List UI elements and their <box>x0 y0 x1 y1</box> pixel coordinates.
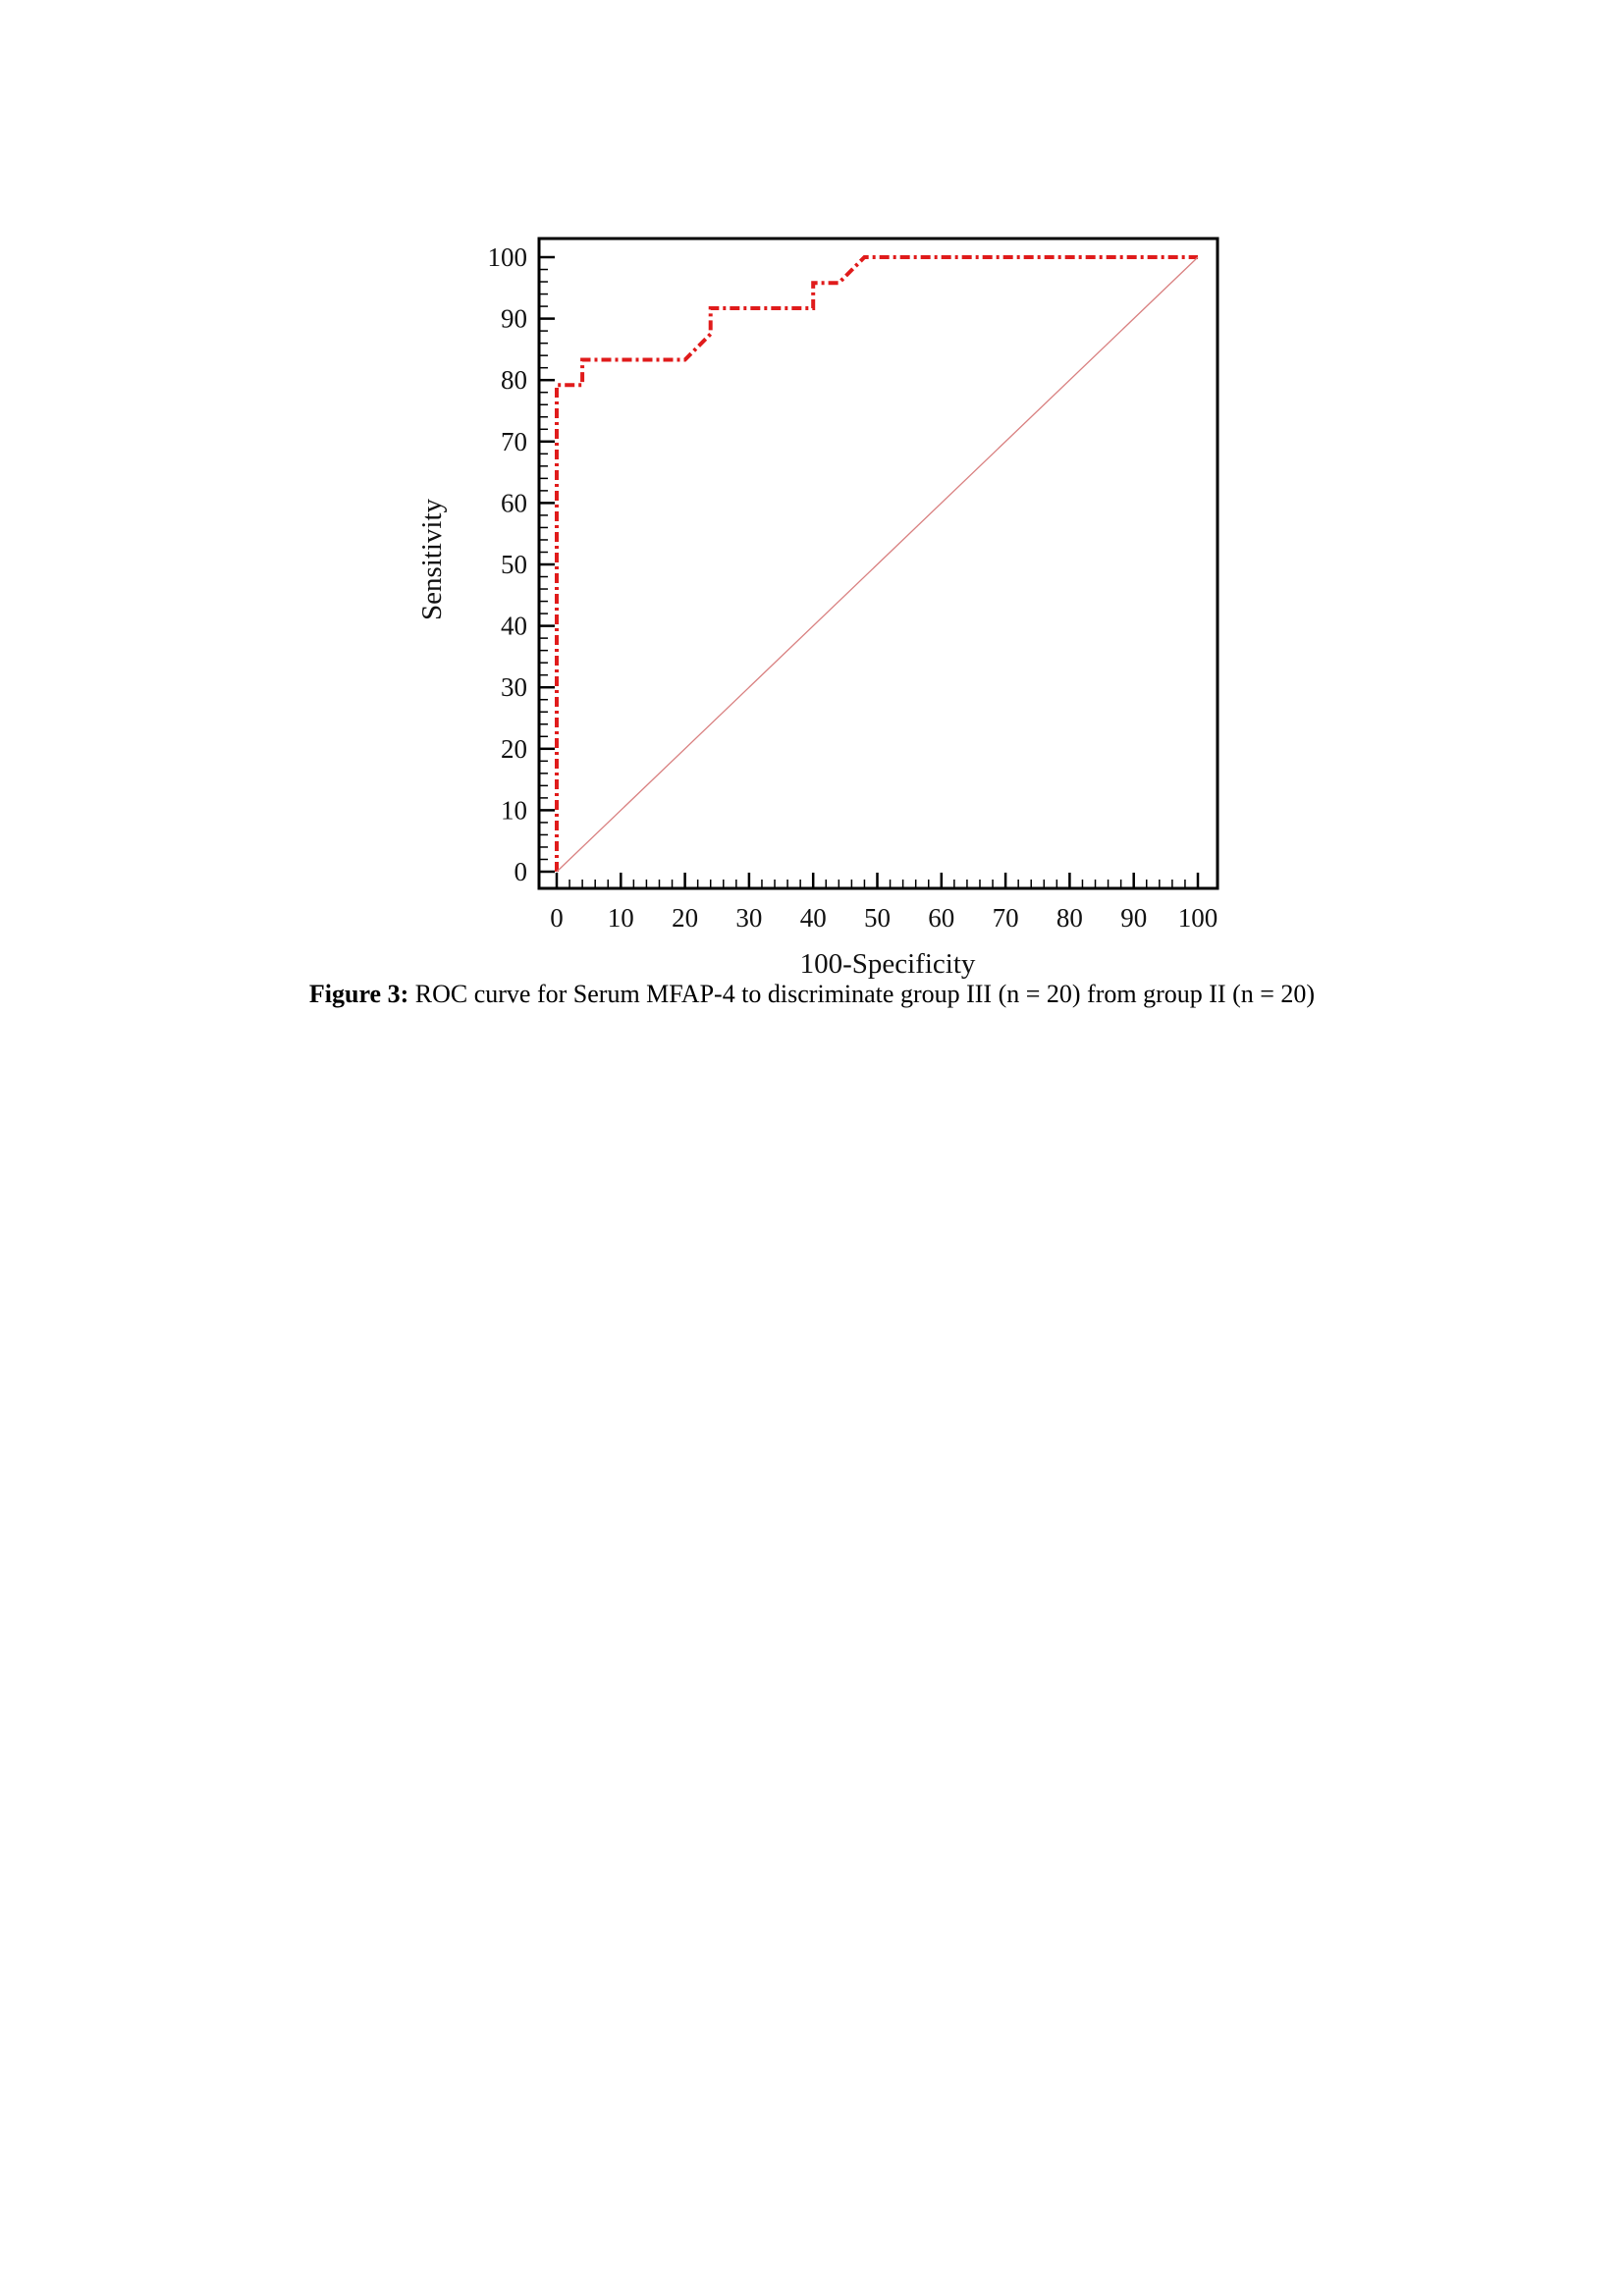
x-tick-label: 80 <box>1056 903 1083 933</box>
y-tick-label: 40 <box>501 611 527 641</box>
y-tick-label: 70 <box>501 426 527 456</box>
y-tick-label: 80 <box>501 365 527 396</box>
x-tick-label: 100 <box>1177 903 1218 933</box>
x-tick-label: 30 <box>735 903 763 933</box>
figure <box>0 0 1624 1080</box>
roc-chart <box>0 0 1624 982</box>
y-tick-label: 90 <box>501 303 527 334</box>
x-tick-label: 90 <box>1120 903 1148 933</box>
x-tick-label: 20 <box>672 903 699 933</box>
y-tick-label: 0 <box>514 857 527 886</box>
y-tick-label: 50 <box>501 550 527 579</box>
x-tick-label: 50 <box>864 903 891 933</box>
x-tick-label: 70 <box>992 903 1019 933</box>
y-axis-label: Sensitivity <box>416 498 448 621</box>
y-tick-label: 30 <box>501 672 527 703</box>
y-tick-label: 20 <box>501 733 527 764</box>
y-tick-label: 100 <box>487 242 527 272</box>
x-tick-label: 60 <box>928 903 955 933</box>
x-tick-label: 10 <box>607 903 634 933</box>
reference-diagonal-line <box>557 257 1198 872</box>
x-axis-label: 100-Specificity <box>799 948 976 980</box>
figure-caption <box>0 980 1624 1009</box>
x-tick-label: 0 <box>550 903 564 933</box>
caption-text: ROC curve for Serum MFAP-4 to discriminate group III (n = 20) from group II (n = 20) <box>408 980 1316 1008</box>
y-tick-label: 10 <box>501 795 527 826</box>
x-tick-label: 40 <box>799 903 827 933</box>
y-tick-label: 60 <box>501 488 527 518</box>
caption-label: Figure 3: <box>308 980 409 1008</box>
